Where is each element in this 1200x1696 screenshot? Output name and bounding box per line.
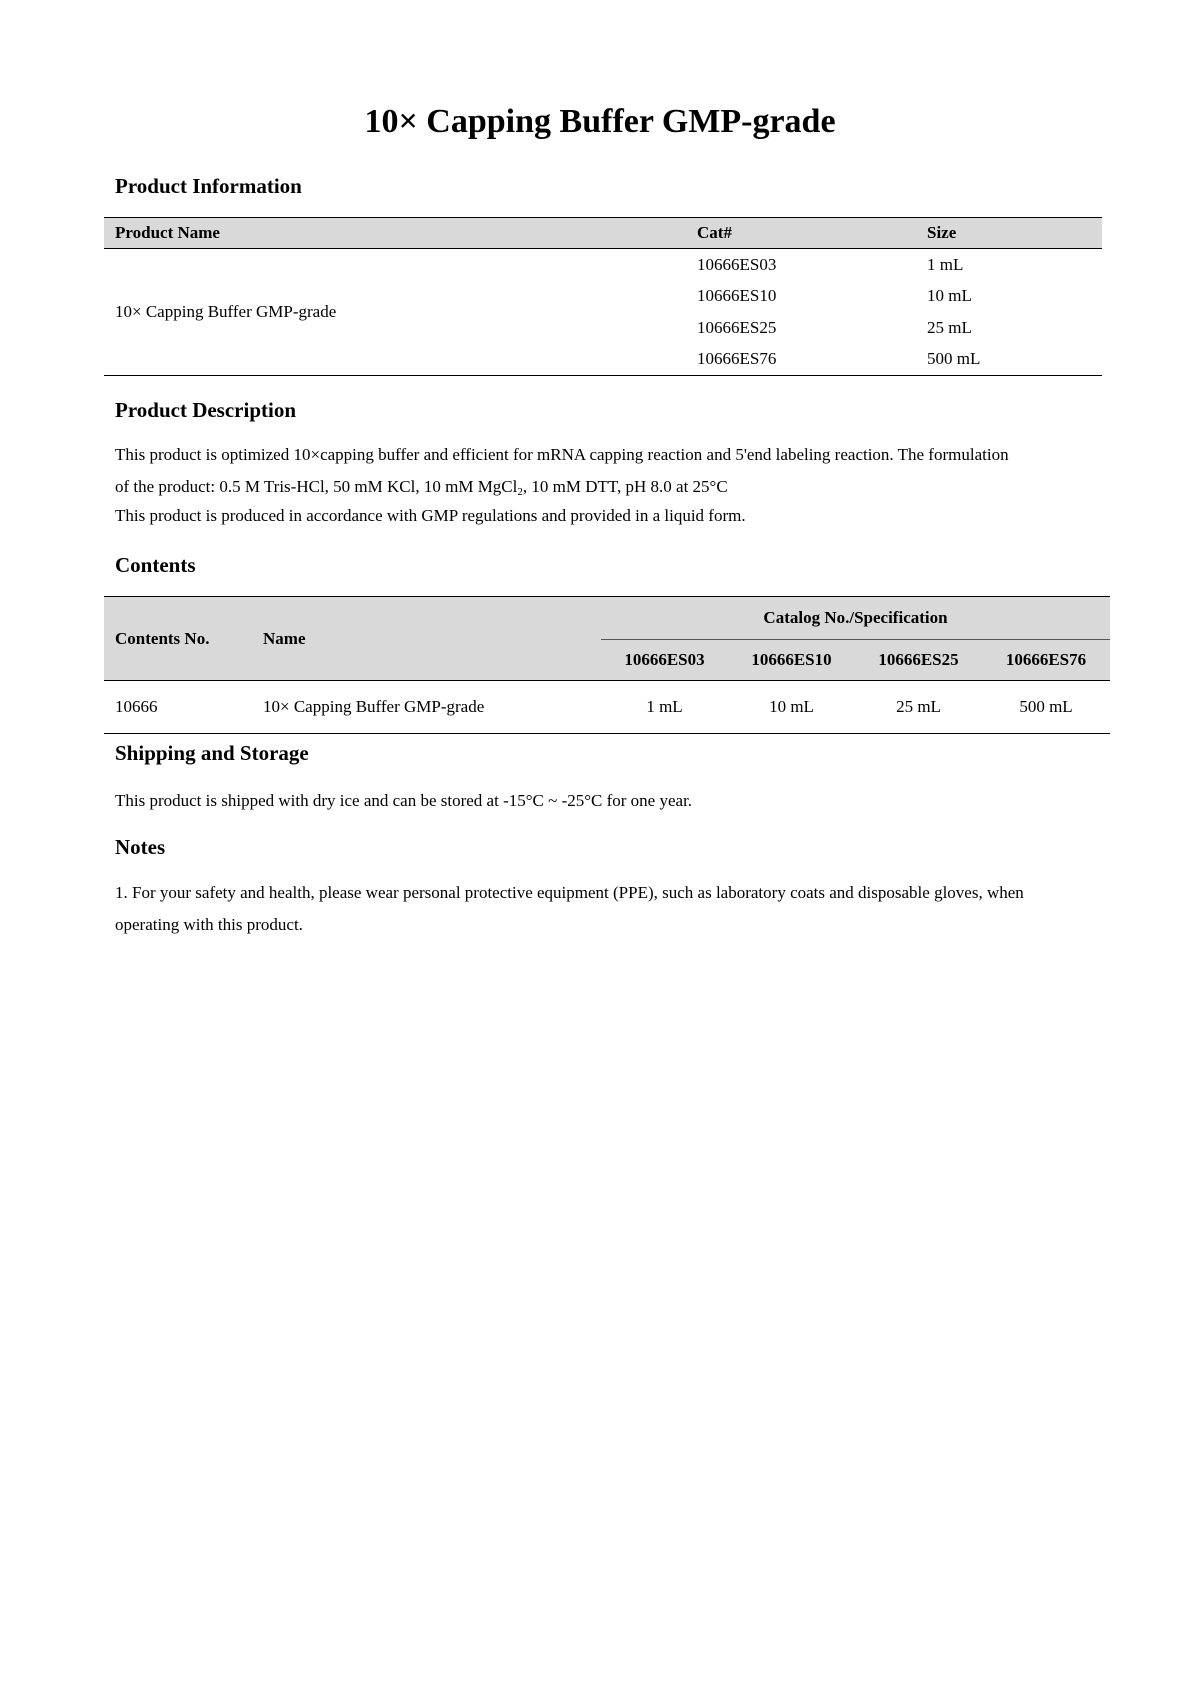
- size-cell: 10 mL: [927, 286, 972, 306]
- contents-size-cell: 1 mL: [601, 681, 728, 734]
- contents-size-cell: 25 mL: [855, 681, 982, 734]
- table-row: [104, 249, 1102, 281]
- description-formulation-line: [115, 471, 1105, 503]
- shipping-storage-text: [115, 785, 1105, 817]
- header-name: Name: [252, 597, 601, 681]
- contents-table: [104, 596, 1110, 734]
- product-description-heading: Product Description: [115, 398, 297, 422]
- header-contents-no: Contents No.: [104, 597, 252, 681]
- note-line: 1. For your safety and health, please wear personal protective equipment (PPE), such as laboratory coats and disposable gloves, when: [115, 883, 1024, 902]
- cat-cell: 10666ES25: [697, 317, 777, 337]
- size-cell: 1 mL: [927, 254, 964, 274]
- table-header-row: [104, 218, 1102, 249]
- shipping-line: This product is shipped with dry ice and can be stored at -15°C ~ -25°C for one year.: [115, 791, 693, 810]
- cat-cell: 10666ES76: [686, 344, 916, 376]
- contents-name-cell: 10× Capping Buffer GMP-grade: [252, 681, 601, 734]
- contents-no-cell: 10666: [104, 681, 252, 734]
- header-product-name: Product Name: [104, 218, 686, 249]
- table-header-row: [104, 597, 1110, 640]
- header-catalog: 10666ES03: [601, 640, 728, 681]
- notes-text: [115, 877, 1105, 941]
- product-information-table: [104, 217, 1102, 376]
- cat-cell: 10666ES03: [697, 254, 777, 274]
- contents-heading: Contents: [115, 553, 196, 577]
- description-line: This product is produced in accordance with GMP regulations and provided in a liquid form.: [115, 506, 746, 525]
- subscript: 2: [517, 486, 523, 498]
- contents-size-cell: 10 mL: [728, 681, 855, 734]
- product-name-cell: 10× Capping Buffer GMP-grade: [104, 249, 686, 376]
- header-catalog: 10666ES76: [982, 640, 1110, 681]
- header-catalog: 10666ES10: [728, 640, 855, 681]
- header-size: Size: [916, 218, 1102, 249]
- table-row: [104, 681, 1110, 734]
- note-line: operating with this product.: [115, 915, 303, 934]
- header-cat: Cat#: [686, 218, 916, 249]
- document-title: 10× Capping Buffer GMP-grade: [364, 103, 836, 140]
- formulation-text-end: , 10 mM DTT, pH 8.0 at 25°C: [522, 477, 728, 496]
- contents-size-cell: 500 mL: [982, 681, 1110, 734]
- product-description-gmp-text: [115, 502, 1105, 530]
- formulation-text: of the product: 0.5 M Tris-HCl, 50 mM KCl, 10 mM MgCl: [115, 477, 518, 496]
- size-cell: 500 mL: [916, 344, 1102, 376]
- product-information-heading: Product Information: [115, 174, 302, 198]
- cat-cell: 10666ES10: [697, 286, 777, 306]
- size-cell: 25 mL: [927, 317, 972, 337]
- description-line: This product is optimized 10×capping buffer and efficient for mRNA capping reaction and 5'end labeling reaction. The formulation: [115, 445, 1009, 464]
- header-catalog-specification: Catalog No./Specification: [601, 597, 1110, 640]
- shipping-storage-heading: Shipping and Storage: [115, 741, 309, 765]
- product-description-text: [115, 439, 1105, 503]
- notes-heading: Notes: [115, 835, 166, 859]
- header-catalog: 10666ES25: [855, 640, 982, 681]
